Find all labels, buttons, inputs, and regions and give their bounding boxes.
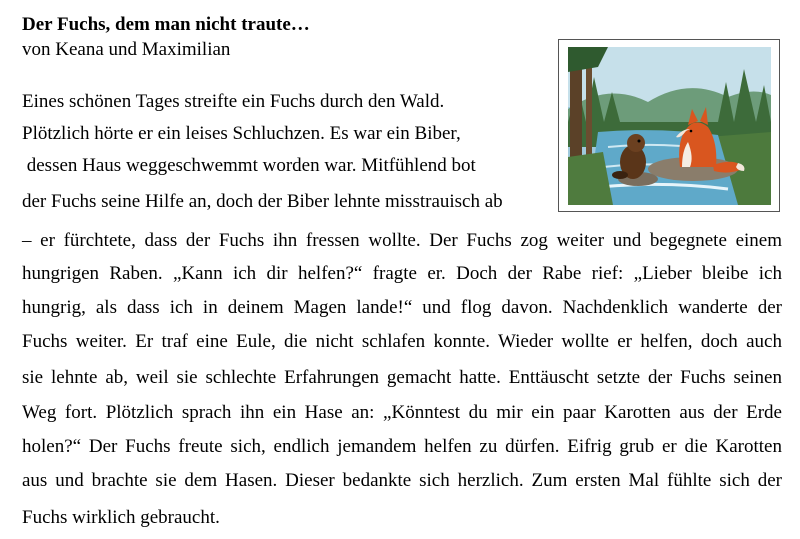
story-line: Plötzlich hörte er ein leises Schluchzen. Es war ein Biber,	[22, 123, 461, 144]
story-line: der Fuchs seine Hilfe an, doch der Biber lehnte misstrauisch ab	[22, 191, 503, 212]
story-line: Fuchs weiter. Er traf eine Eule, die nicht schlafen konnte. Wieder wollte er helfen, doch auch	[22, 331, 782, 352]
story-line: Fuchs wirklich gebraucht.	[22, 507, 220, 528]
story-line: Weg fort. Plötzlich sprach ihn ein Hase an: „Könntest du mir ein paar Karotten aus der Erde	[22, 402, 782, 423]
illustration-frame	[558, 39, 780, 212]
story-line: dessen Haus weggeschwemmt worden war. Mitfühlend bot	[22, 155, 476, 176]
story-title: Der Fuchs, dem man nicht traute…	[22, 14, 310, 35]
story-line: aus und brachte sie dem Hasen. Dieser bedankte sich herzlich. Zum ersten Mal fühlte sich der	[22, 470, 782, 491]
fox-and-beaver-illustration	[568, 47, 771, 205]
story-authors: von Keana und Maximilian	[22, 39, 231, 60]
story-line: sie lehnte ab, weil sie schlechte Erfahrungen gemacht hatte. Enttäuscht setzte der Fuchs seinen	[22, 367, 782, 388]
story-line: Eines schönen Tages streifte ein Fuchs durch den Wald.	[22, 91, 445, 112]
story-line: hungrig, als dass ich in deinem Magen lande!“ und flog davon. Nachdenklich wanderte der	[22, 297, 782, 318]
story-line: holen?“ Der Fuchs freute sich, endlich jemandem helfen zu dürfen. Eifrig grub er die Karotten	[22, 436, 782, 457]
story-line: – er fürchtete, dass der Fuchs ihn fressen wollte. Der Fuchs zog weiter und begegnete einem	[22, 230, 782, 251]
story-line: hungrigen Raben. „Kann ich dir helfen?“ fragte er. Doch der Rabe rief: „Lieber bleibe ich	[22, 263, 782, 284]
